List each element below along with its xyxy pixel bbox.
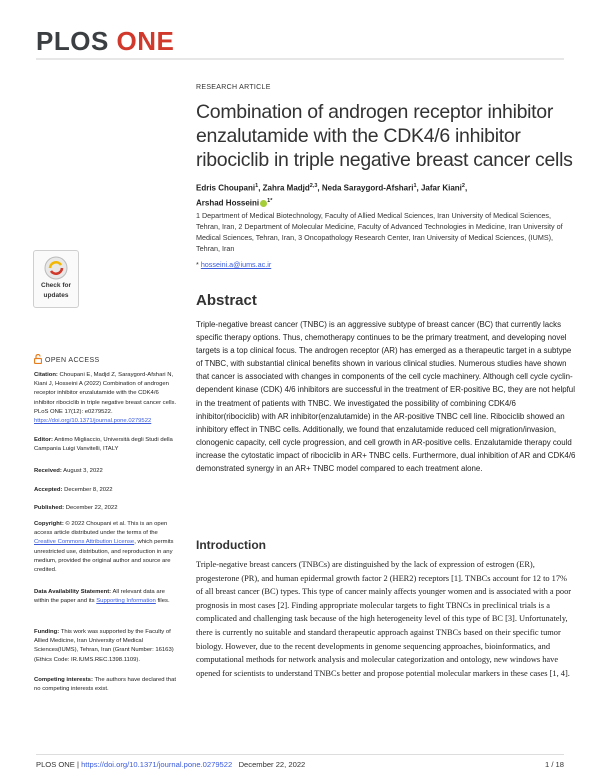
footer-doi-link[interactable]: https://doi.org/10.1371/journal.pone.0279522 xyxy=(81,760,233,769)
author-name[interactable]: Arshad Hosseini xyxy=(196,198,260,208)
received-block xyxy=(34,467,180,476)
accepted-label: Accepted: xyxy=(34,487,63,493)
abstract-heading: Abstract xyxy=(196,292,257,309)
funding-text: This work was supported by the Faculty of Allied Medicine, Iran University of Medical Sciences(IUMS), Tehran, Iran (Grant Number: 16163) (Ethics Code: IR.IUMS.REC.1398.1109). xyxy=(34,629,174,663)
competing-interests-label: Competing interests: xyxy=(34,677,93,683)
author-affil-sup: 1 xyxy=(413,183,417,189)
corresponding-marker: * xyxy=(196,260,199,269)
editor-block xyxy=(34,436,180,454)
badge-label-line1: Check for xyxy=(41,282,71,289)
check-updates-icon xyxy=(44,256,68,280)
author-affil-sup: 1 xyxy=(255,183,259,189)
introduction-text: Triple-negative breast cancers (TNBCs) are distinguished by the lack of expression of estrogen (ER), progesterone (PR), and human epidermal growth factor 2 (HER2) receptors [1]. TNBCs account for 12 to 17% of all breast cancer (BC) types. This type of cancer mainly affects younger women and is associated with a poor prognosis in most cases [2]. Finding appropriate molecular targets to fight TBNCs in preclinical trials is a complicated and challenging task because of the high heterogeneity level of this type of BC [3]. Unfortunately, there is currently no suitable and standard therapeutic approach against TNBCs based on their specific tumor biology. However, due to the recent developments in genome sequencing approaches, bioinformatics, and computational methods for network analysis and molecular categorization and ontology, new windows have opened for scientists to understand TNBCs better and propose potential molecular markers in these cases [1, 4]. xyxy=(196,560,572,678)
corresponding-email-link[interactable]: hosseini.a@iums.ac.ir xyxy=(200,260,272,269)
published-date: December 22, 2022 xyxy=(65,505,118,511)
introduction-heading: Introduction xyxy=(196,538,266,552)
funding-block xyxy=(34,628,180,665)
footer-journal: PLOS ONE xyxy=(36,760,75,769)
published-label: Published: xyxy=(34,505,65,511)
footer-date: December 22, 2022 xyxy=(238,760,306,769)
competing-interests-block xyxy=(34,676,180,694)
editor-label: Editor: xyxy=(34,437,53,443)
citation-label: Citation: xyxy=(34,372,58,378)
affiliations: 1 Department of Medical Biotechnology, Faculty of Allied Medical Sciences, Iran University of Medical Sciences, Tehran, Iran, 2 Department of Molecular Medicine, Faculty of Advanced Technologies in Medicine, Iran University of Medical Sciences, Tehran, Iran, 3 Oncopathology Research Center, Iran University of Medical Sciences, (IUMS), Tehran, Iran xyxy=(196,211,563,253)
received-date: August 3, 2022 xyxy=(63,468,103,474)
citation-text: Choupani E, Madjd Z, Saraygord-Afshari N, Kiani J, Hosseini A (2022) Combination of androgen receptor inhibitor enzalutamide with the CDK4/6 inhibitor ribociclib in triple negative breast cancer cells. PLoS ONE 17(12): e0279522. xyxy=(34,372,177,415)
page-footer xyxy=(36,760,305,769)
open-access-label xyxy=(34,354,100,364)
published-block xyxy=(34,504,180,513)
author-name[interactable]: Edris Choupani xyxy=(196,183,256,193)
journal-logo xyxy=(36,26,174,57)
logo-part-one: ONE xyxy=(116,26,175,56)
citation-block xyxy=(34,371,180,426)
page-number: 1 / 18 xyxy=(545,760,564,769)
supporting-information-link[interactable]: Supporting Information xyxy=(96,598,156,605)
logo-part-plos: PLOS xyxy=(36,26,109,56)
accepted-date: December 8, 2022 xyxy=(64,487,113,493)
copyright-block xyxy=(34,520,180,575)
received-label: Received: xyxy=(34,468,62,474)
corresponding-author xyxy=(196,260,271,269)
footer-separator: | xyxy=(76,760,79,769)
header-divider xyxy=(36,58,564,60)
editor-text: Antimo Migliaccio, Università degli Studi della Campania Luigi Vanvitelli, ITALY xyxy=(34,437,173,453)
data-availability-text: All relevant data are within the paper and its xyxy=(34,589,165,605)
accepted-block xyxy=(34,486,180,495)
funding-label: Funding: xyxy=(34,629,60,635)
data-availability-block xyxy=(34,588,180,606)
copyright-text-end: , which permits unrestricted use, distribution, and reproduction in any medium, provided the original author and source are credited. xyxy=(34,539,174,574)
open-lock-icon xyxy=(34,354,42,364)
license-link[interactable]: Creative Commons Attribution License xyxy=(34,539,135,546)
author-list: Edris Choupani$^1$, Zahra Madjd$^{2,3}$, Neda Saraygord-Afshari$^1$, Jafar Kiani$^2$, Arshad Hosseini $^{1*}$ xyxy=(196,183,468,208)
open-access-text: OPEN ACCESS xyxy=(45,357,100,364)
badge-label-line2: updates xyxy=(43,292,69,299)
author-affil-sup: 1* xyxy=(267,198,273,205)
data-availability-text-end: files. xyxy=(157,598,170,605)
author-name[interactable]: Zahra Madjd xyxy=(262,183,310,193)
citation-doi-link[interactable]: https://doi.org/10.1371/journal.pone.0279522 xyxy=(34,418,152,425)
copyright-label: Copyright: xyxy=(34,521,64,527)
article-type: RESEARCH ARTICLE xyxy=(196,84,271,91)
footer-divider xyxy=(36,754,564,755)
abstract-text: Triple-negative breast cancer (TNBC) is an aggressive subtype of breast cancer (BC) that currently lacks specific therapy options. Thus, chemotherapy continues to be the primary treatment, and developing novel targets is a top clinical focus. The androgen receptor (AR) has emerged as a therapeutic target in a subtype of TNBC, with substantial clinical benefits shown in various clinical studies. Numerous studies have shown that cancer is associated with changes in components of the cell cycle machinery. Although cell cycle cyclin-dependent kinase (CDK) 4/6 inhibitors are successful in the treatment of ER-positive BC, they are not helpful in the treatment of patients with TNBC. We investigated the possibility of combining CDK4/6 inhibitor(ribociclib) with AR inhibitor(enzalutamide) in the AR-positive TNBC cell line. Ribociclib showed an inhibitory effect in TNBC cells. Additionally, we found that enzalutamide reduced cell migration/invasion, clonogenic capacity, cell cycle progression, and cell growth in AR-positive cells. Enzalutamide therapy could increase the cytostatic impact of ribociclib in AR+ TNBC cells. Furthermore, dual inhibition of AR and CDK4/6 demonstrated synergy in an AR+ TNBC model compared to each treatment alone. xyxy=(196,320,576,474)
author-name[interactable]: Jafar Kiani xyxy=(420,183,462,193)
author-affil-sup: 2 xyxy=(461,183,465,189)
author-affil-sup: 2,3 xyxy=(309,183,318,189)
article-title: Combination of androgen receptor inhibitor enzalutamide with the CDK4/6 inhibitor ribociclib in triple negative breast cancer cells xyxy=(196,101,573,171)
data-availability-label: Data Availability Statement: xyxy=(34,589,112,595)
copyright-text: © 2022 Choupani et al. This is an open access article distributed under the terms of the xyxy=(34,521,168,537)
check-for-updates-badge[interactable] xyxy=(33,250,79,308)
competing-interests-text: The authors have declared that no competing interests exist. xyxy=(34,677,176,693)
author-name[interactable]: Neda Saraygord-Afshari xyxy=(321,183,414,193)
